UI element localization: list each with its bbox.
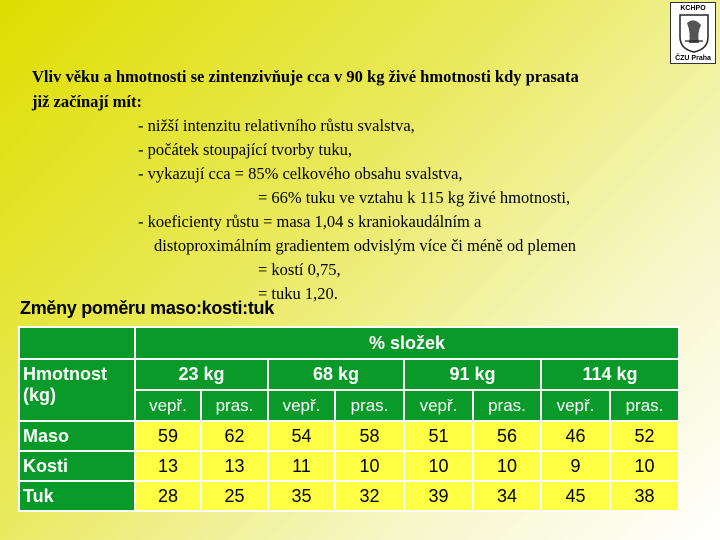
table-cell: 39 [404, 481, 473, 511]
row-label: Maso [19, 421, 135, 451]
table-cell: 62 [201, 421, 268, 451]
table-cell: 25 [201, 481, 268, 511]
table-cell: 34 [473, 481, 541, 511]
table-cell: 13 [135, 451, 201, 481]
table-cell: 10 [335, 451, 404, 481]
bullet-line-3: - vykazují cca = 85% celkového obsahu svalstva, [138, 164, 463, 183]
sex-subheader: pras. [610, 390, 679, 421]
sex-subheader: pras. [201, 390, 268, 421]
logo-bottom-text: ČZU Praha [675, 55, 711, 62]
bullet-line-4-cont: distoproximálním gradientem odvislým více či méně od plemen [154, 236, 577, 255]
weight-header: 114 kg [541, 359, 679, 390]
table-row [19, 451, 679, 481]
table-cell: 10 [610, 451, 679, 481]
intro-line-1: Vliv věku a hmotnosti se zintenzivňuje cca v 90 kg živé hmotnosti kdy prasata [32, 67, 579, 86]
sex-subheader: vepř. [404, 390, 473, 421]
bullet-line-4-bones: = kostí 0,75, [258, 260, 341, 279]
weight-header: 68 kg [268, 359, 404, 390]
sex-subheader: pras. [473, 390, 541, 421]
table-cell: 10 [473, 451, 541, 481]
table-cell: 11 [268, 451, 335, 481]
table-cell: 45 [541, 481, 610, 511]
table-cell: 56 [473, 421, 541, 451]
table-row [19, 421, 679, 451]
weight-label: Hmotnost (kg) [19, 359, 135, 421]
bullet-line-1: - nižší intenzitu relativního růstu svalstva, [138, 116, 415, 135]
sex-subheader: vepř. [541, 390, 610, 421]
sex-subheader: vepř. [135, 390, 201, 421]
row-label: Tuk [19, 481, 135, 511]
weight-header: 23 kg [135, 359, 268, 390]
table-cell: 54 [268, 421, 335, 451]
bullet-line-2: - počátek stoupající tvorby tuku, [138, 140, 352, 159]
weight-header: 91 kg [404, 359, 541, 390]
table-cell: 10 [404, 451, 473, 481]
sex-subheader: vepř. [268, 390, 335, 421]
table-cell: 38 [610, 481, 679, 511]
table-row [19, 481, 679, 511]
table-cell: 59 [135, 421, 201, 451]
sex-subheader: pras. [335, 390, 404, 421]
table-cell: 46 [541, 421, 610, 451]
table-cell: 32 [335, 481, 404, 511]
row-label: Kosti [19, 451, 135, 481]
bullet-line-4-fat: = tuku 1,20. [258, 284, 338, 303]
table-cell: 28 [135, 481, 201, 511]
logo-top-text: KCHPO [680, 5, 706, 12]
group-header: % složek [135, 327, 679, 359]
table-cell: 52 [610, 421, 679, 451]
table-cell: 35 [268, 481, 335, 511]
composition-table [18, 326, 680, 512]
bullet-line-3-cont: = 66% tuku ve vztahu k 115 kg živé hmotnosti, [258, 188, 571, 207]
bullet-line-4: - koeficienty růstu = masa 1,04 s kraniokaudálním a [138, 212, 482, 231]
table-corner [19, 327, 135, 359]
table-cell: 51 [404, 421, 473, 451]
table-cell: 58 [335, 421, 404, 451]
table-cell: 13 [201, 451, 268, 481]
table-cell: 9 [541, 451, 610, 481]
table-title: Změny poměru maso:kosti:tuk [20, 298, 274, 318]
intro-line-2: již začínají mít: [32, 92, 142, 111]
